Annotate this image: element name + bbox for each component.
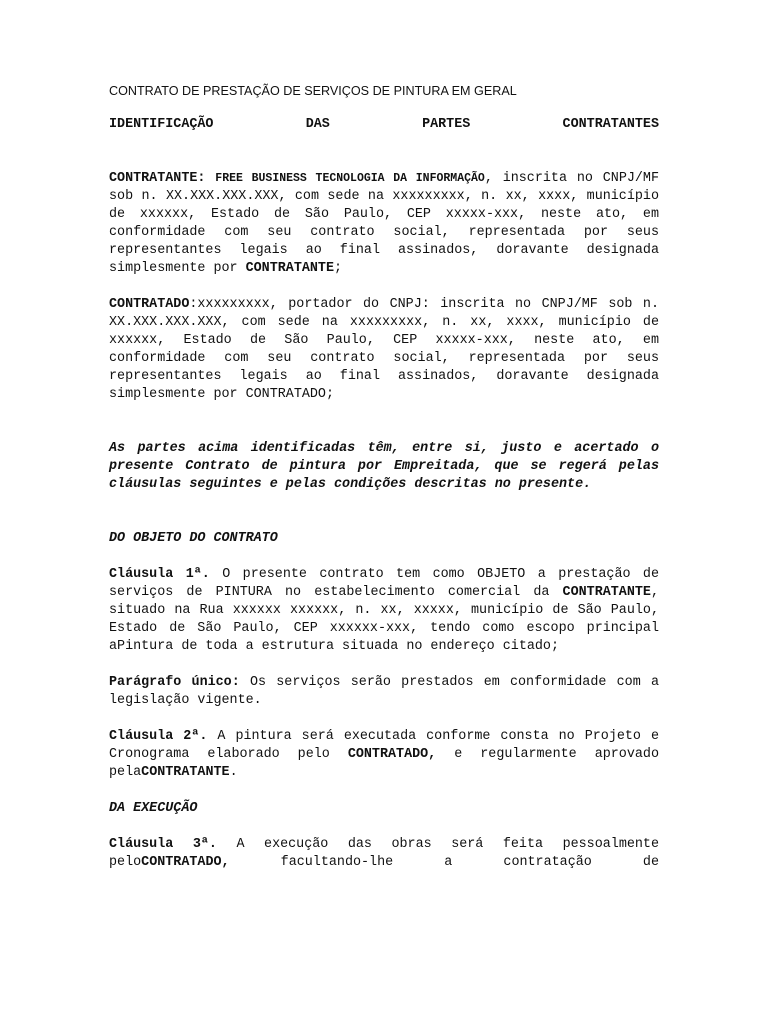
document-title: CONTRATO DE PRESTAÇÃO DE SERVIÇOS DE PINTURA EM GERAL <box>109 84 517 98</box>
contratado-paragraph <box>109 296 659 404</box>
heading-word: IDENTIFICAÇÃO <box>109 117 214 132</box>
clausula-2-label: Cláusula 2ª. <box>109 729 208 744</box>
intro-paragraph: As partes acima identificadas têm, entre si, justo e acertado o presente Contrato de pintura por Empreitada, que se regerá pelas cláusulas seguintes e pelas condições descritas no presente. <box>109 441 659 492</box>
clausula-1: Cláusula 1ª. O presente contrato tem como OBJETO a prestação de serviços de PINTURA no estabelecimento comercial da CONTRATANTE, situado na Rua xxxxxx xxxxxx, n. xx, xxxxx, município de São Paulo, Estado de São Paulo, CEP xxxxxx-xxx, tendo como escopo principal aPintura de toda a estrutura situada no endereço citado; <box>109 567 659 654</box>
paragrafo-unico: Parágrafo único: Os serviços serão prestados em conformidade com a legislação vigente. <box>109 675 659 708</box>
heading-word: CONTRATANTES <box>562 117 659 132</box>
section-heading-object: DO OBJETO DO CONTRATO <box>109 531 278 546</box>
clausula-1-label: Cláusula 1ª. <box>109 567 210 582</box>
contratante-label: CONTRATANTE <box>109 171 198 186</box>
contratante-text: , inscrita no CNPJ/MF sob n. XX.XXX.XXX.XXX, com sede na xxxxxxxxx, n. xx, xxxx, município de xxxxxx, Estado de São Paulo, CEP xxxxx-xxx, neste ato, em conformidade com seu contrato social, representada por seus representantes legais ao final assinados, doravante designada simplesmente por <box>109 171 660 276</box>
contratado-label: CONTRATADO <box>109 297 190 312</box>
contract-document <box>109 84 659 872</box>
clausula-3: Cláusula 3ª. A execução das obras será feita pessoalmente peloCONTRATADO, facultando-lhe a contratação de <box>109 837 660 870</box>
section-heading-execution: DA EXECUÇÃO <box>109 801 198 816</box>
contratado-text: :xxxxxxxxx, portador do CNPJ: inscrita no CNPJ/MF sob n. XX.XXX.XXX.XXX, com sede na xxxxxxxxx, n. xx, xxxx, município de xxxxxx, Estado de São Paulo, CEP xxxxx-xxx, neste ato, em conformidade com seu contrato social, representada por seus representantes legais ao final assinados, doravante designada simplesmente por CONTRATADO; <box>109 297 659 402</box>
identification-heading <box>109 116 659 134</box>
heading-word: PARTES <box>422 117 471 132</box>
paragrafo-unico-label: Parágrafo único: <box>109 675 240 690</box>
clausula-2: Cláusula 2ª. A pintura será executada conforme consta no Projeto e Cronograma elaborado pelo CONTRATADO, e regularmente aprovado pelaCONTRATANTE. <box>109 729 659 780</box>
contratante-end-label: CONTRATANTE <box>245 261 335 276</box>
clausula-3-label: Cláusula 3ª. <box>109 837 217 852</box>
contratante-paragraph: CONTRATANTE: FREE BUSINESS TECNOLOGIA DA INFORMAÇÃO, inscrita no CNPJ/MF sob n. XX.XXX.XXX.XXX, com sede na xxxxxxxxx, n. xx, xxxx, município de xxxxxx, Estado de São Paulo, CEP xxxxx-xxx, neste ato, em conformidade com seu contrato social, representada por seus representantes legais ao final assinados, doravante designada simplesmente por CONTRATANTE; <box>109 171 660 276</box>
heading-word: DAS <box>305 117 330 132</box>
contratante-company: FREE BUSINESS TECNOLOGIA DA INFORMAÇÃO <box>215 172 485 185</box>
